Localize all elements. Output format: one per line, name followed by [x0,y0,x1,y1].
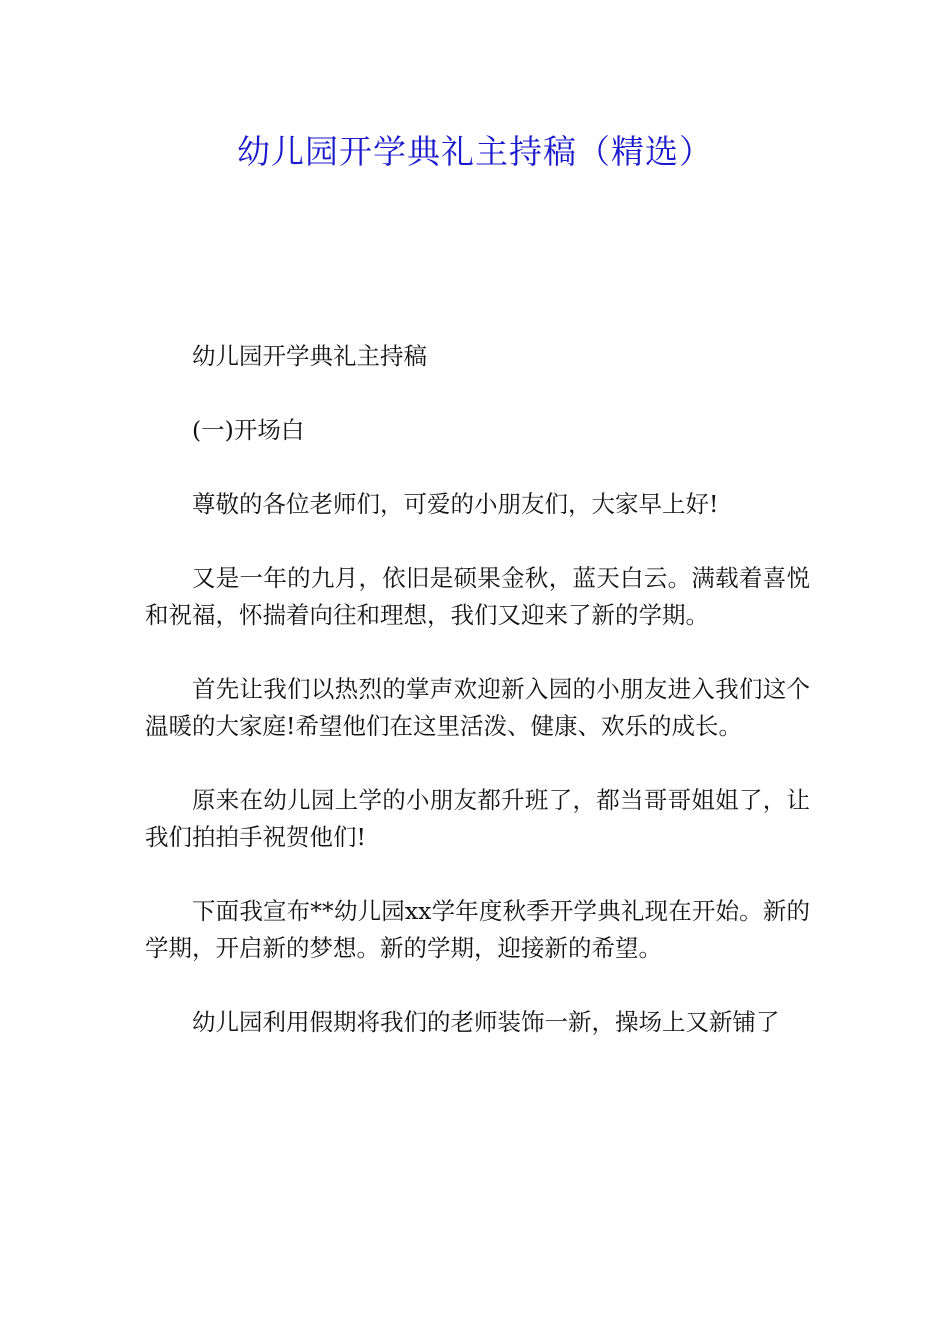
document-title: 幼儿园开学典礼主持稿（精选） [237,132,713,171]
paragraph: 幼儿园利用假期将我们的老师装饰一新，操场上又新铺了 [192,1008,780,1036]
paragraph: 原来在幼儿园上学的小朋友都升班了，都当哥哥姐姐了，让我们拍拍手祝贺他们! [145,786,810,851]
paragraph-greeting: 尊敬的各位老师们，可爱的小朋友们，大家早上好! [192,490,719,518]
paragraph-heading: 幼儿园开学典礼主持稿 [192,342,427,370]
paragraph-section-label: (一)开场白 [192,416,305,444]
document-body [145,338,810,1078]
paragraph: 首先让我们以热烈的掌声欢迎新入园的小朋友进入我们这个温暖的大家庭!希望他们在这里活泼、健康、欢乐的成长。 [145,675,810,740]
paragraph: 又是一年的九月，依旧是硕果金秋，蓝天白云。满载着喜悦和祝福，怀揣着向往和理想，我们又迎来了新的学期。 [145,564,810,629]
paragraph: 下面我宣布**幼儿园xx学年度秋季开学典礼现在开始。新的学期，开启新的梦想。新的学期，迎接新的希望。 [145,897,810,962]
